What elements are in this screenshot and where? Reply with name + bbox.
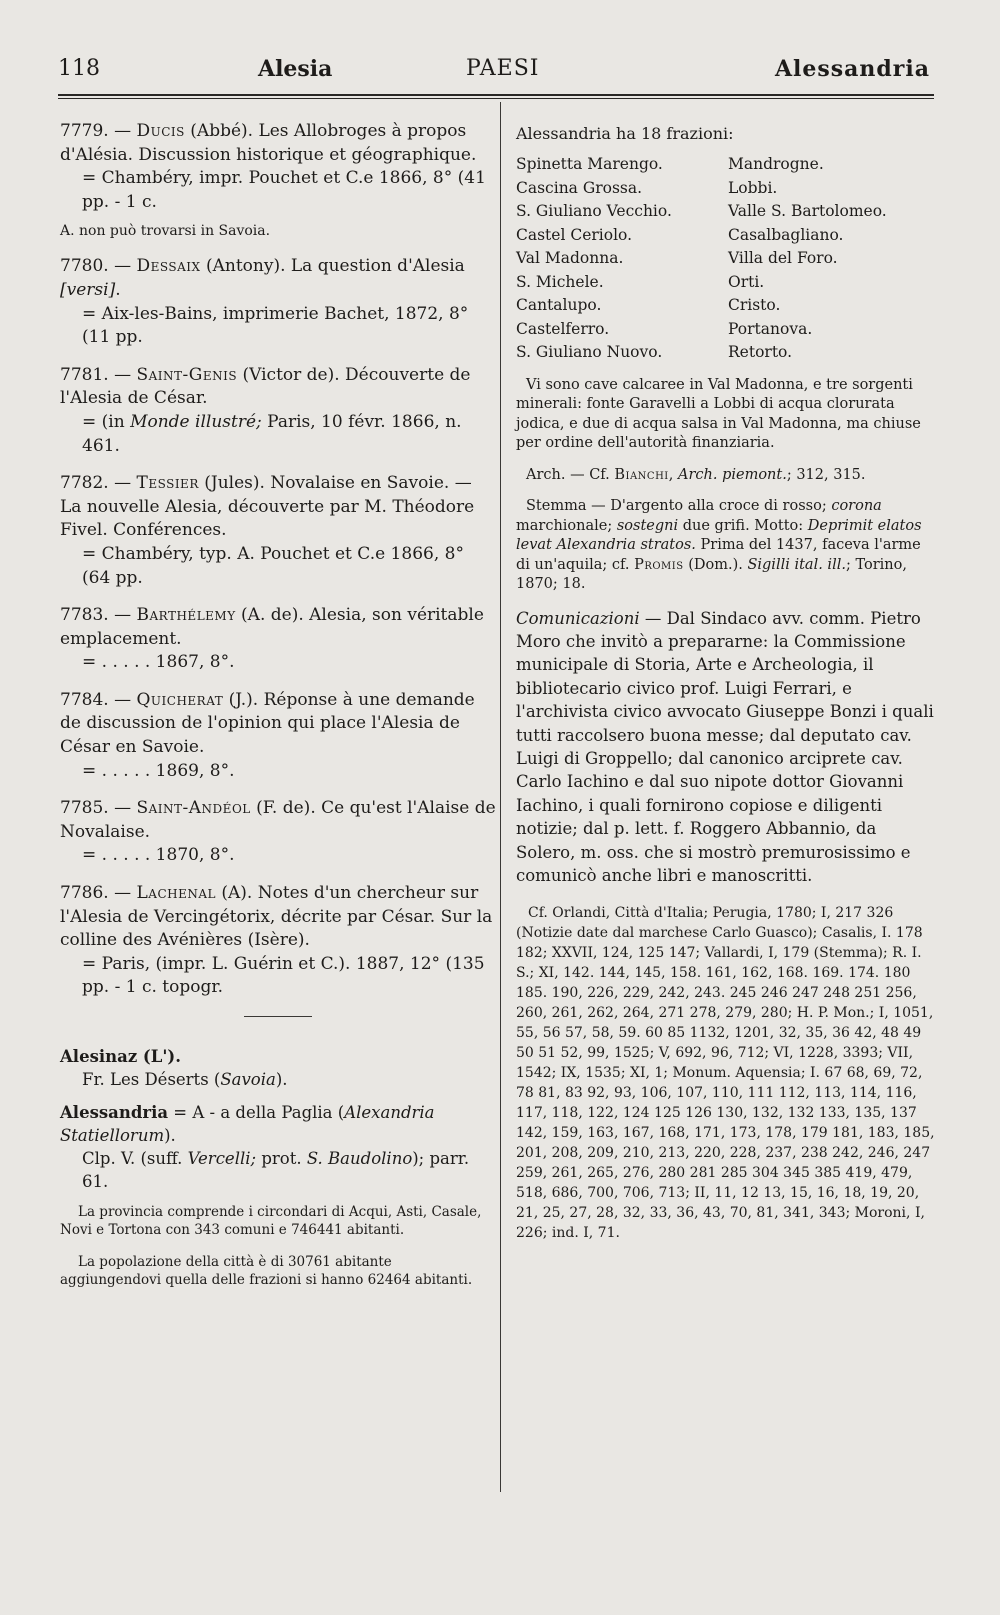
entry-7780: 7780. — Dessaix (Antony). La question d'Alesia [versi]. = Aix-les-Bains, imprimerie Bachet, 1872, 8° (11 pp. — [60, 255, 496, 349]
frazione-item: Val Madonna. — [516, 249, 624, 267]
headword-latin-name: Alexandria Statiellorum — [60, 1103, 435, 1145]
entry-title: (Jules). Novalaise en Savoie. — La nouvelle Alesia, découverte par M. Théodore Fivel. Conférences. — [60, 473, 475, 541]
entry-7786: 7786. — Lachenal (A). Notes d'un chercheur sur l'Alesia de Vercingétorix, décrite par César. Sur la colline des Avénières (Isère). = Paris, (impr. L. Guérin et C.). 1887, 12° (135 pp. - 1 c. topogr. — [60, 882, 496, 1000]
stemma-text-d: Prima del 1437, faceva l'arme di un'aquila; cf. — [516, 537, 921, 573]
headword-alesinaz — [60, 1045, 496, 1091]
population-note: La popolazione della città è di 30761 abitante aggiungendovi quella delle frazioni si hanno 62464 abitanti. — [60, 1254, 473, 1288]
arch-title: Arch. piemont. — [677, 466, 787, 483]
frazione-item: Castelferro. — [516, 319, 610, 338]
clp-line-c: ); parr. 61. — [82, 1149, 470, 1191]
clp-italic-2: S. Baudolino — [306, 1149, 413, 1168]
stemma-text-a: Stemma — D'argento alla croce di rosso; — [526, 498, 832, 514]
stemma-italic-2: sostegni — [616, 517, 679, 534]
entry-number: 7785. — [60, 798, 109, 819]
entry-title: (A). Notes d'un chercheur sur l'Alesia de Vercingétorix, décrite par César. Sur la colline des Avénières (Isère). — [60, 883, 493, 951]
entry-title: (Victor de). Découverte de l'Alesia de César. — [60, 364, 471, 409]
frazione-item: Spinetta Marengo. — [516, 155, 663, 173]
entry-author: Quicherat — [136, 689, 224, 710]
entry-publication: = . . . . . 1867, 8°. — [82, 652, 235, 673]
entry-number: 7780. — [60, 256, 109, 277]
arch-text: Arch. — Cf. — [526, 466, 615, 483]
comunicazioni-text: — Dal Sindaco avv. comm. Pietro Moro che invitò a prepararne: la Commissione municipale di Storia, Arte e Archeologia, il bibliotecario civico prof. Luigi Ferrari, e l'archivista civico avvocato Giuseppe Bonzi i quali tutti raccolsero buona messe; dal deputato cav. Luigi di Groppello; dal canonico arciprete cav. Carlo Iachino e dal suo nipote dottor Giovanni Iachino, i quali fornirono copiose e diligenti notizie; dal p. lett. f. Roggero Abbannio, da Solero, m. oss. che si mostrò premurosissimo e comunicò anche libri e manoscritti. — [516, 608, 934, 885]
entry-publication: = Chambéry, impr. Pouchet et C.e 1866, 8° (41 pp. - 1 c. — [82, 168, 486, 212]
frazioni-title: Alessandria ha 18 frazioni: — [516, 124, 734, 143]
headword-end: ). — [164, 1126, 176, 1145]
comunicazioni-lead: Comunicazioni — [516, 608, 640, 628]
entry-author: Saint-Genis — [136, 364, 238, 385]
entry-title: (Abbé). Les Allobroges à propos d'Alésia. Discussion historique et géographique. — [60, 121, 477, 165]
header-rule — [58, 94, 934, 96]
stemma-italic-1: corona — [831, 498, 882, 514]
running-header — [58, 56, 930, 90]
entry-publication-italic: Monde illustré; — [130, 411, 262, 432]
clp-line: Clp. V. (suff. — [82, 1149, 188, 1168]
page-number: 118 — [58, 56, 100, 81]
frazione-item: S. Michele. — [516, 272, 604, 291]
stemma-text-b: marchionale; — [516, 517, 617, 534]
entry-title-italic: [versi] — [60, 279, 116, 300]
right-column — [516, 124, 938, 1243]
entry-number: 7784. — [60, 689, 109, 710]
stemma-text-e: (Dom.). — [683, 556, 748, 573]
stemma-paragraph — [516, 497, 938, 595]
province-note: La provincia comprende i circondari di Acqui, Asti, Casale, Novi e Tortona con 343 comuni e 746441 abitanti. — [60, 1204, 482, 1238]
entry-number: 7783. — [60, 605, 109, 626]
column-divider — [500, 102, 501, 1492]
entry-author: Lachenal — [136, 883, 216, 904]
arch-end: ; 312, 315. — [786, 466, 866, 483]
frazione-item: Cascina Grossa. — [516, 178, 643, 197]
stemma-author: Promis — [634, 556, 684, 573]
headword-rest: = A - a della Paglia ( — [168, 1103, 345, 1122]
entry-title: (A. de). Alesia, son véritable emplacement. — [60, 605, 484, 649]
frazione-item: Portanova. — [728, 319, 813, 338]
entry-author: Barthélemy — [136, 605, 236, 626]
entry-title: (F. de). Ce qu'est l'Alaise de Novalaise. — [60, 798, 496, 842]
entry-7784: 7784. — Quicherat (J.). Réponse à une demande de discussion de l'opinion qui place l'Alesia de César en Savoie. = . . . . . 1869, 8°. — [60, 689, 496, 783]
entry-number: 7782. — [60, 473, 109, 494]
entry-publication-end: Paris, 10 févr. 1866, n. 461. — [82, 411, 462, 456]
entry-number: 7786. — [60, 883, 109, 904]
frazione-item: Mandrogne. — [728, 155, 824, 173]
headword: Alessandria — [60, 1103, 169, 1122]
entry-author: Tessier — [136, 473, 199, 494]
cave-paragraph: Vi sono cave calcaree in Val Madonna, e tre sorgenti minerali: fonte Garavelli a Lobbi di acqua clorurata jodica, e due di acqua salsa in Val Madonna, ma chiuse per ordine dell'autorità finanziaria. — [516, 376, 921, 451]
stemma-italic-4: Sigilli ital. ill. — [747, 556, 846, 573]
entry-number: 7779. — [60, 121, 109, 141]
entry-title-end: . — [115, 279, 121, 300]
frazione-item: Retorto. — [728, 343, 793, 361]
header-center-word: PAESI — [466, 56, 540, 81]
header-rule-thin — [58, 98, 934, 99]
stemma-text-c: due grifi. Motto: — [678, 517, 808, 534]
frazione-item: Villa del Foro. — [728, 249, 838, 267]
stemma-text-f: ; Torino, 1870; 18. — [516, 556, 907, 592]
arch-sep: , — [668, 466, 678, 483]
frazione-item: Lobbi. — [728, 178, 778, 197]
section-separator — [244, 1016, 312, 1017]
entry-7785: 7785. — Saint-Andéol (F. de). Ce qu'est l'Alaise de Novalaise. = . . . . . 1870, 8°. — [60, 797, 496, 868]
entry-note: A. non può trovarsi in Savoia. — [60, 223, 271, 240]
entry-publication: = Paris, (impr. L. Guérin et C.). 1887, 12° (135 pp. - 1 c. topogr. — [82, 953, 485, 998]
frazione-item: Cristo. — [728, 296, 781, 314]
entry-7783: 7783. — Barthélemy (A. de). Alesia, son véritable emplacement. = . . . . . 1867, 8°. — [60, 604, 496, 675]
frazioni-list — [516, 153, 938, 364]
entry-author: Saint-Andéol — [136, 798, 251, 819]
entry-7779: 7779. — Ducis (Abbé). Les Allobroges à propos d'Alésia. Discussion historique et géographique. = Chambéry, impr. Pouchet et C.e 1866, 8° (41 pp. - 1 c. A. non può trovarsi in Savoia. — [60, 120, 496, 241]
clp-line-b: prot. — [256, 1149, 307, 1168]
headword-line-italic: Savoia — [220, 1070, 276, 1089]
entry-title: (J.). Réponse à une demande de discussion de l'opinion qui place l'Alesia de César en Savoie. — [60, 689, 475, 758]
entry-publication: = Chambéry, typ. A. Pouchet et C.e 1866, 8° (64 pp. — [82, 543, 464, 588]
header-right-word: Alessandria — [774, 56, 930, 82]
headword-alessandria — [60, 1101, 496, 1193]
header-left-word: Alesia — [258, 56, 333, 82]
entry-publication: = Aix-les-Bains, imprimerie Bachet, 1872, 8° (11 pp. — [82, 303, 469, 348]
frazione-item: S. Giuliano Nuovo. — [516, 343, 663, 361]
entry-author: Ducis — [136, 121, 185, 141]
entry-7781: 7781. — Saint-Genis (Victor de). Découverte de l'Alesia de César. = (in Monde illustré; Paris, 10 févr. 1866, n. 461. — [60, 364, 471, 456]
frazione-item: Cantalupo. — [516, 296, 602, 314]
frazione-item: Castel Ceriolo. — [516, 225, 633, 244]
headword: Alesinaz (L'). — [60, 1047, 181, 1066]
arch-paragraph — [516, 466, 938, 486]
stemma-motto: Deprimit elatos levat Alexandria stratos. — [516, 517, 922, 553]
headword-line-end: ). — [275, 1070, 288, 1089]
headword-line: Fr. Les Déserts ( — [82, 1070, 221, 1089]
entry-publication: = . . . . . 1869, 8°. — [82, 760, 235, 781]
comunicazioni-paragraph — [516, 607, 938, 888]
clp-italic-1: Vercelli; — [187, 1149, 257, 1168]
references-paragraph: Cf. Orlandi, Città d'Italia; Perugia, 1780; I, 217 326 (Notizie date dal marchese Carlo Guasco); Casalis, I. 178 182; XXVII, 124, 125 147; Vallardi, I, 179 (Stemma); R. I. S.; XI, 142. 144, 145, 158. 161, 162, 168. 169. 174. 180 185. 190, 226, 229, 242, 243. 245 246 247 248 251 256, 260, 261, 262, 264, 271 278, 279, 280; H. P. Mon.; I, 1051, 55, 56 57, 58, 59. 60 85 1132, 1201, 32, 35, 36 42, 48 49 50 51 52, 99, 1525; V, 692, 96, 712; VI, 1228, 3393; VII, 1542; IX, 1535; XI, 1; Monum. Aquensia; I. 67 68, 69, 72, 78 81, 83 92, 93, 106, 107, 110, 111 112, 113, 114, 116, 117, 118, 122, 124 125 126 130, 132, 132 133, 135, 137 142, 159, 163, 167, 168, 171, 173, 178, 179 181, 183, 185, 201, 208, 209, 210, 213, 220, 228, 237, 238 242, 246, 247 259, 261, 265, 276, 280 281 285 304 345 385 419, 479, 518, 686, 700, 706, 713; II, 11, 12 13, 15, 16, 18, 19, 20, 21, 25, 27, 28, 32, 33, 36, 43, 70, 81, 341, 343; Moroni, I, 226; ind. I, 71. — [516, 905, 935, 1242]
entry-title: (Antony). La question d'Alesia — [200, 256, 465, 277]
arch-author: Bianchi — [614, 466, 669, 483]
entry-7782: 7782. — Tessier (Jules). Novalaise en Savoie. — La nouvelle Alesia, découverte par M. Théodore Fivel. Conférences. = Chambéry, typ. A. Pouchet et C.e 1866, 8° (64 pp. — [60, 472, 496, 590]
left-column — [60, 120, 496, 1303]
frazione-item: Casalbagliano. — [728, 225, 844, 244]
entry-author: Dessaix — [136, 256, 201, 277]
entry-publication: = . . . . . 1870, 8°. — [82, 845, 235, 866]
frazione-item: S. Giuliano Vecchio. — [516, 202, 672, 220]
entry-publication: = (in — [82, 411, 131, 432]
frazione-item: Orti. — [728, 272, 765, 291]
entry-number: 7781. — [60, 364, 109, 385]
frazione-item: Valle S. Bartolomeo. — [728, 202, 887, 220]
